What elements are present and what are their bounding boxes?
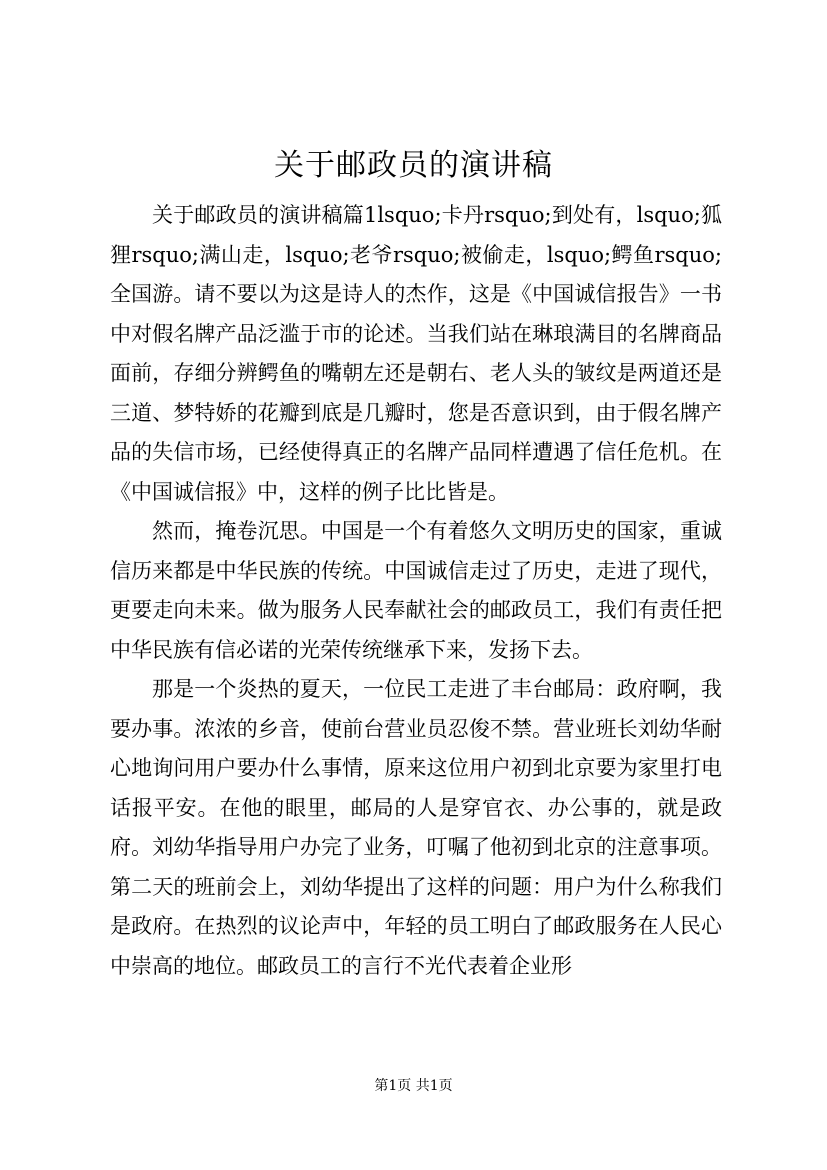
paragraph: 关于邮政员的演讲稿篇1lsquo;卡丹rsquo;到处有，lsquo;狐狸rsquo;满山走，lsquo;老爷rsquo;被偷走，lsquo;鳄鱼rsquo;全国游。请不要以为这是诗人的杰作，这是《中国诚信报告》一书中对假名牌产品泛滥于市的论述。当我们站在琳琅满目的名牌商品面前，存细分辨鳄鱼的嘴朝左还是朝右、老人头的皱纹是两道还是三道、梦特娇的花瓣到底是几瓣时，您是否意识到，由于假名牌产品的失信市场，已经使得真正的名牌产品同样遭遇了信任危机。在《中国诚信报》中，这样的例子比比皆是。 <box>110 203 722 504</box>
paragraph: 然而，掩卷沉思。中国是一个有着悠久文明历史的国家，重诚信历来都是中华民族的传统。中国诚信走过了历史，走进了现代，更要走向未来。做为服务人民奉献社会的邮政员工，我们有责任把中华民族有信必诺的光荣传统继承下来，发扬下去。 <box>110 519 722 662</box>
document-title: 关于邮政员的演讲稿 <box>274 148 553 183</box>
paragraph: 那是一个炎热的夏天，一位民工走进了丰台邮局：政府啊，我要办事。浓浓的乡音，使前台营业员忍俊不禁。营业班长刘幼华耐心地询问用户要办什么事情，原来这位用户初到北京要为家里打电话报平安。在他的眼里，邮局的人是穿官衣、办公事的，就是政府。刘幼华指导用户办完了业务，叮嘱了他初到北京的注意事项。第二天的班前会上，刘幼华提出了这样的问题：用户为什么称我们是政府。在热烈的议论声中，年轻的员工明白了邮政服务在人民心中崇高的地位。邮政员工的言行不光代表着企业形 <box>110 677 722 978</box>
page-footer: 第1页 共1页 <box>374 1078 453 1094</box>
document-body <box>110 196 722 986</box>
